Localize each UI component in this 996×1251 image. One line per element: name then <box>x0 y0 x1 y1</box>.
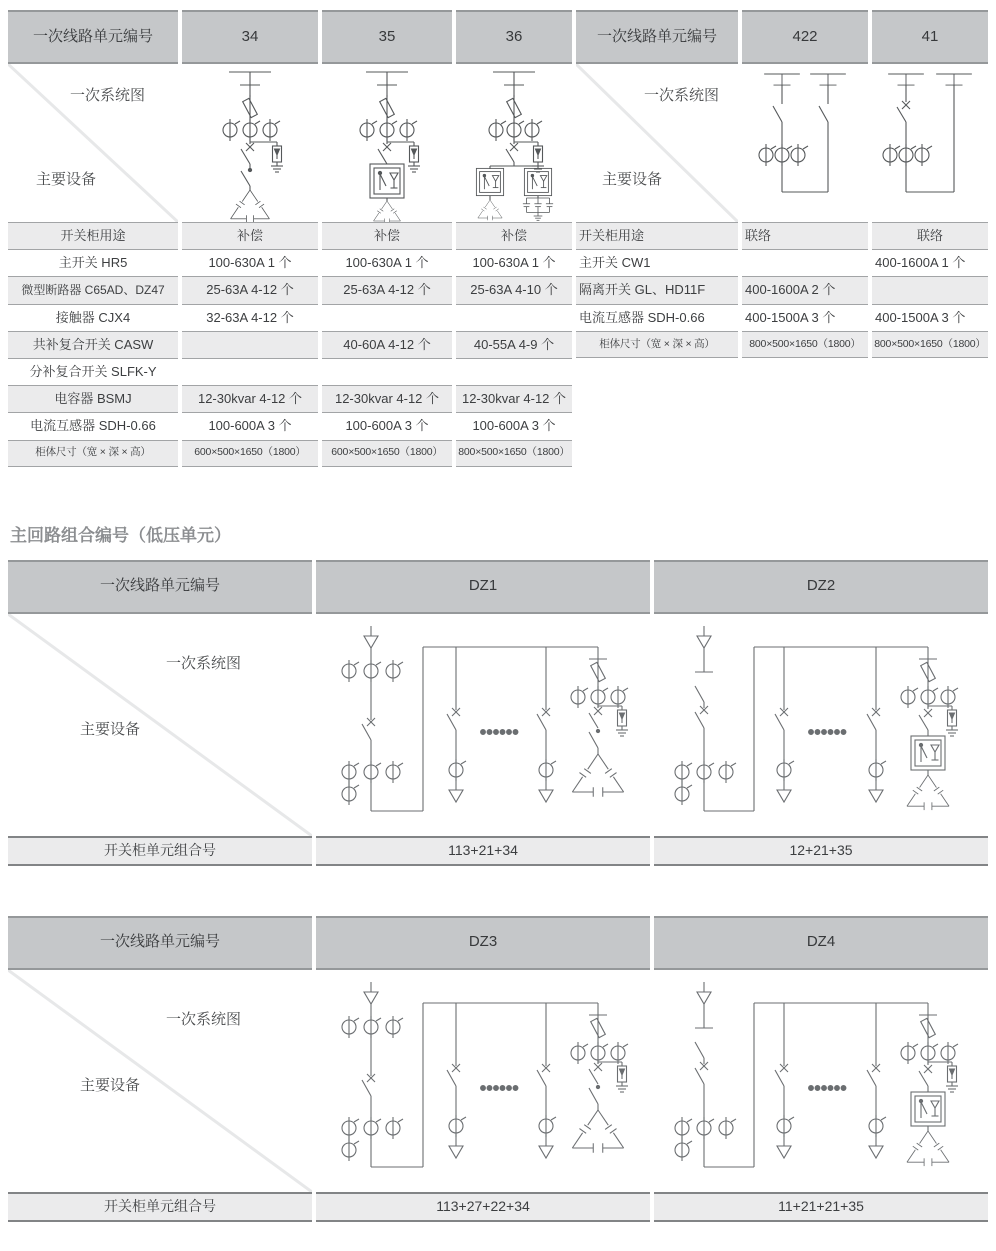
column-header-36: 36 <box>456 10 572 64</box>
combo-value: 113+21+34 <box>316 836 650 866</box>
spec-value: 800×500×1650（1800） <box>742 331 868 358</box>
row-label: 柜体尺寸（宽 × 深 × 高） <box>576 331 738 358</box>
spec-value: 联络 <box>742 222 868 249</box>
oneline-diagram-dz1 <box>316 614 650 836</box>
diagonal-divider <box>8 614 312 836</box>
diagram-label-bottom: 主要设备 <box>80 720 141 738</box>
combo-table-dz3-dz4 <box>8 916 988 1222</box>
spec-value: 100-600A 3 个 <box>456 412 572 439</box>
unit-number-header: 一次线路单元编号 <box>8 916 312 970</box>
spec-value: 12-30kvar 4-12 个 <box>182 385 318 412</box>
spec-value <box>182 331 318 358</box>
row-label: 共补复合开关 CASW <box>8 331 178 358</box>
section-title: 主回路组合编号（低压单元） <box>10 525 231 545</box>
oneline-diagram-dz3 <box>316 970 650 1192</box>
diagram-label-bottom: 主要设备 <box>36 171 97 188</box>
spec-value <box>456 358 572 385</box>
unit-number-header: 一次线路单元编号 <box>576 10 738 64</box>
diagram-label-cell <box>8 614 312 836</box>
spec-value <box>742 249 868 276</box>
diagram-label-cell <box>8 970 312 1192</box>
diagram-label-bottom: 主要设备 <box>602 171 663 188</box>
spec-value: 联络 <box>872 222 988 249</box>
row-label: 开关柜用途 <box>576 222 738 249</box>
oneline-diagram-35 <box>322 64 452 222</box>
diagram-label-top: 一次系统图 <box>644 87 720 104</box>
combo-value: 113+27+22+34 <box>316 1192 650 1222</box>
spec-value: 100-600A 3 个 <box>182 412 318 439</box>
oneline-diagram-34 <box>182 64 318 222</box>
spec-value: 40-55A 4-9 个 <box>456 331 572 358</box>
row-label: 电流互感器 SDH-0.66 <box>576 304 738 331</box>
row-label: 开关柜用途 <box>8 222 178 249</box>
combo-row-label: 开关柜单元组合号 <box>8 836 312 866</box>
spec-value <box>456 304 572 331</box>
spec-value: 32-63A 4-12 个 <box>182 304 318 331</box>
spec-value: 12-30kvar 4-12 个 <box>322 385 452 412</box>
top-spec-tables <box>8 10 988 467</box>
diagram-label-cell <box>576 64 738 222</box>
spec-value <box>872 276 988 303</box>
spec-value: 补偿 <box>182 222 318 249</box>
spec-value: 25-63A 4-10 个 <box>456 276 572 303</box>
column-header-dz2: DZ2 <box>654 560 988 614</box>
spec-value: 800×500×1650（1800） <box>872 331 988 358</box>
spec-value <box>322 358 452 385</box>
spec-value: 25-63A 4-12 个 <box>182 276 318 303</box>
row-label: 主开关 HR5 <box>8 249 178 276</box>
row-label: 电流互感器 SDH-0.66 <box>8 412 178 439</box>
spec-value: 400-1600A 1 个 <box>872 249 988 276</box>
row-label: 隔离开关 GL、HD11F <box>576 276 738 303</box>
column-header-35: 35 <box>322 10 452 64</box>
diagram-label-top: 一次系统图 <box>70 87 146 104</box>
diagram-label-top: 一次系统图 <box>166 1010 242 1028</box>
spec-value: 100-630A 1 个 <box>456 249 572 276</box>
column-header-dz4: DZ4 <box>654 916 988 970</box>
diagram-label-top: 一次系统图 <box>166 654 242 672</box>
column-header-dz3: DZ3 <box>316 916 650 970</box>
spec-value: 400-1500A 3 个 <box>872 304 988 331</box>
spec-table-compensation <box>8 10 572 467</box>
spec-value: 补偿 <box>456 222 572 249</box>
oneline-diagram-dz4 <box>654 970 988 1192</box>
spec-value: 40-60A 4-12 个 <box>322 331 452 358</box>
spec-value: 100-630A 1 个 <box>182 249 318 276</box>
spec-value <box>322 304 452 331</box>
oneline-diagram-41 <box>872 64 988 222</box>
diagram-label-bottom: 主要设备 <box>80 1076 141 1094</box>
spec-value: 100-600A 3 个 <box>322 412 452 439</box>
oneline-diagram-422 <box>742 64 868 222</box>
row-label: 主开关 CW1 <box>576 249 738 276</box>
combo-value: 11+21+21+35 <box>654 1192 988 1222</box>
spec-value: 25-63A 4-12 个 <box>322 276 452 303</box>
spec-value: 600×500×1650（1800） <box>322 440 452 467</box>
spec-value: 补偿 <box>322 222 452 249</box>
spec-value: 600×500×1650（1800） <box>182 440 318 467</box>
column-header-34: 34 <box>182 10 318 64</box>
row-label: 分补复合开关 SLFK-Y <box>8 358 178 385</box>
combo-value: 12+21+35 <box>654 836 988 866</box>
spec-value: 100-630A 1 个 <box>322 249 452 276</box>
diagram-label-cell <box>8 64 178 222</box>
row-label: 接触器 CJX4 <box>8 304 178 331</box>
row-label: 柜体尺寸（宽 × 深 × 高） <box>8 440 178 467</box>
column-header-41: 41 <box>872 10 988 64</box>
combo-table-dz1-dz2 <box>8 560 988 866</box>
row-label: 电容器 BSMJ <box>8 385 178 412</box>
oneline-diagram-dz2 <box>654 614 988 836</box>
spec-value: 800×500×1650（1800） <box>456 440 572 467</box>
spec-value: 400-1600A 2 个 <box>742 276 868 303</box>
spec-value <box>182 358 318 385</box>
spec-value: 12-30kvar 4-12 个 <box>456 385 572 412</box>
spec-table-tie <box>576 10 988 358</box>
unit-number-header: 一次线路单元编号 <box>8 10 178 64</box>
oneline-diagram-36 <box>456 64 572 222</box>
row-label: 微型断路器 C65AD、DZ47 <box>8 276 178 303</box>
column-header-422: 422 <box>742 10 868 64</box>
column-header-dz1: DZ1 <box>316 560 650 614</box>
unit-number-header: 一次线路单元编号 <box>8 560 312 614</box>
diagonal-divider <box>8 970 312 1192</box>
spec-value: 400-1500A 3 个 <box>742 304 868 331</box>
combo-row-label: 开关柜单元组合号 <box>8 1192 312 1222</box>
